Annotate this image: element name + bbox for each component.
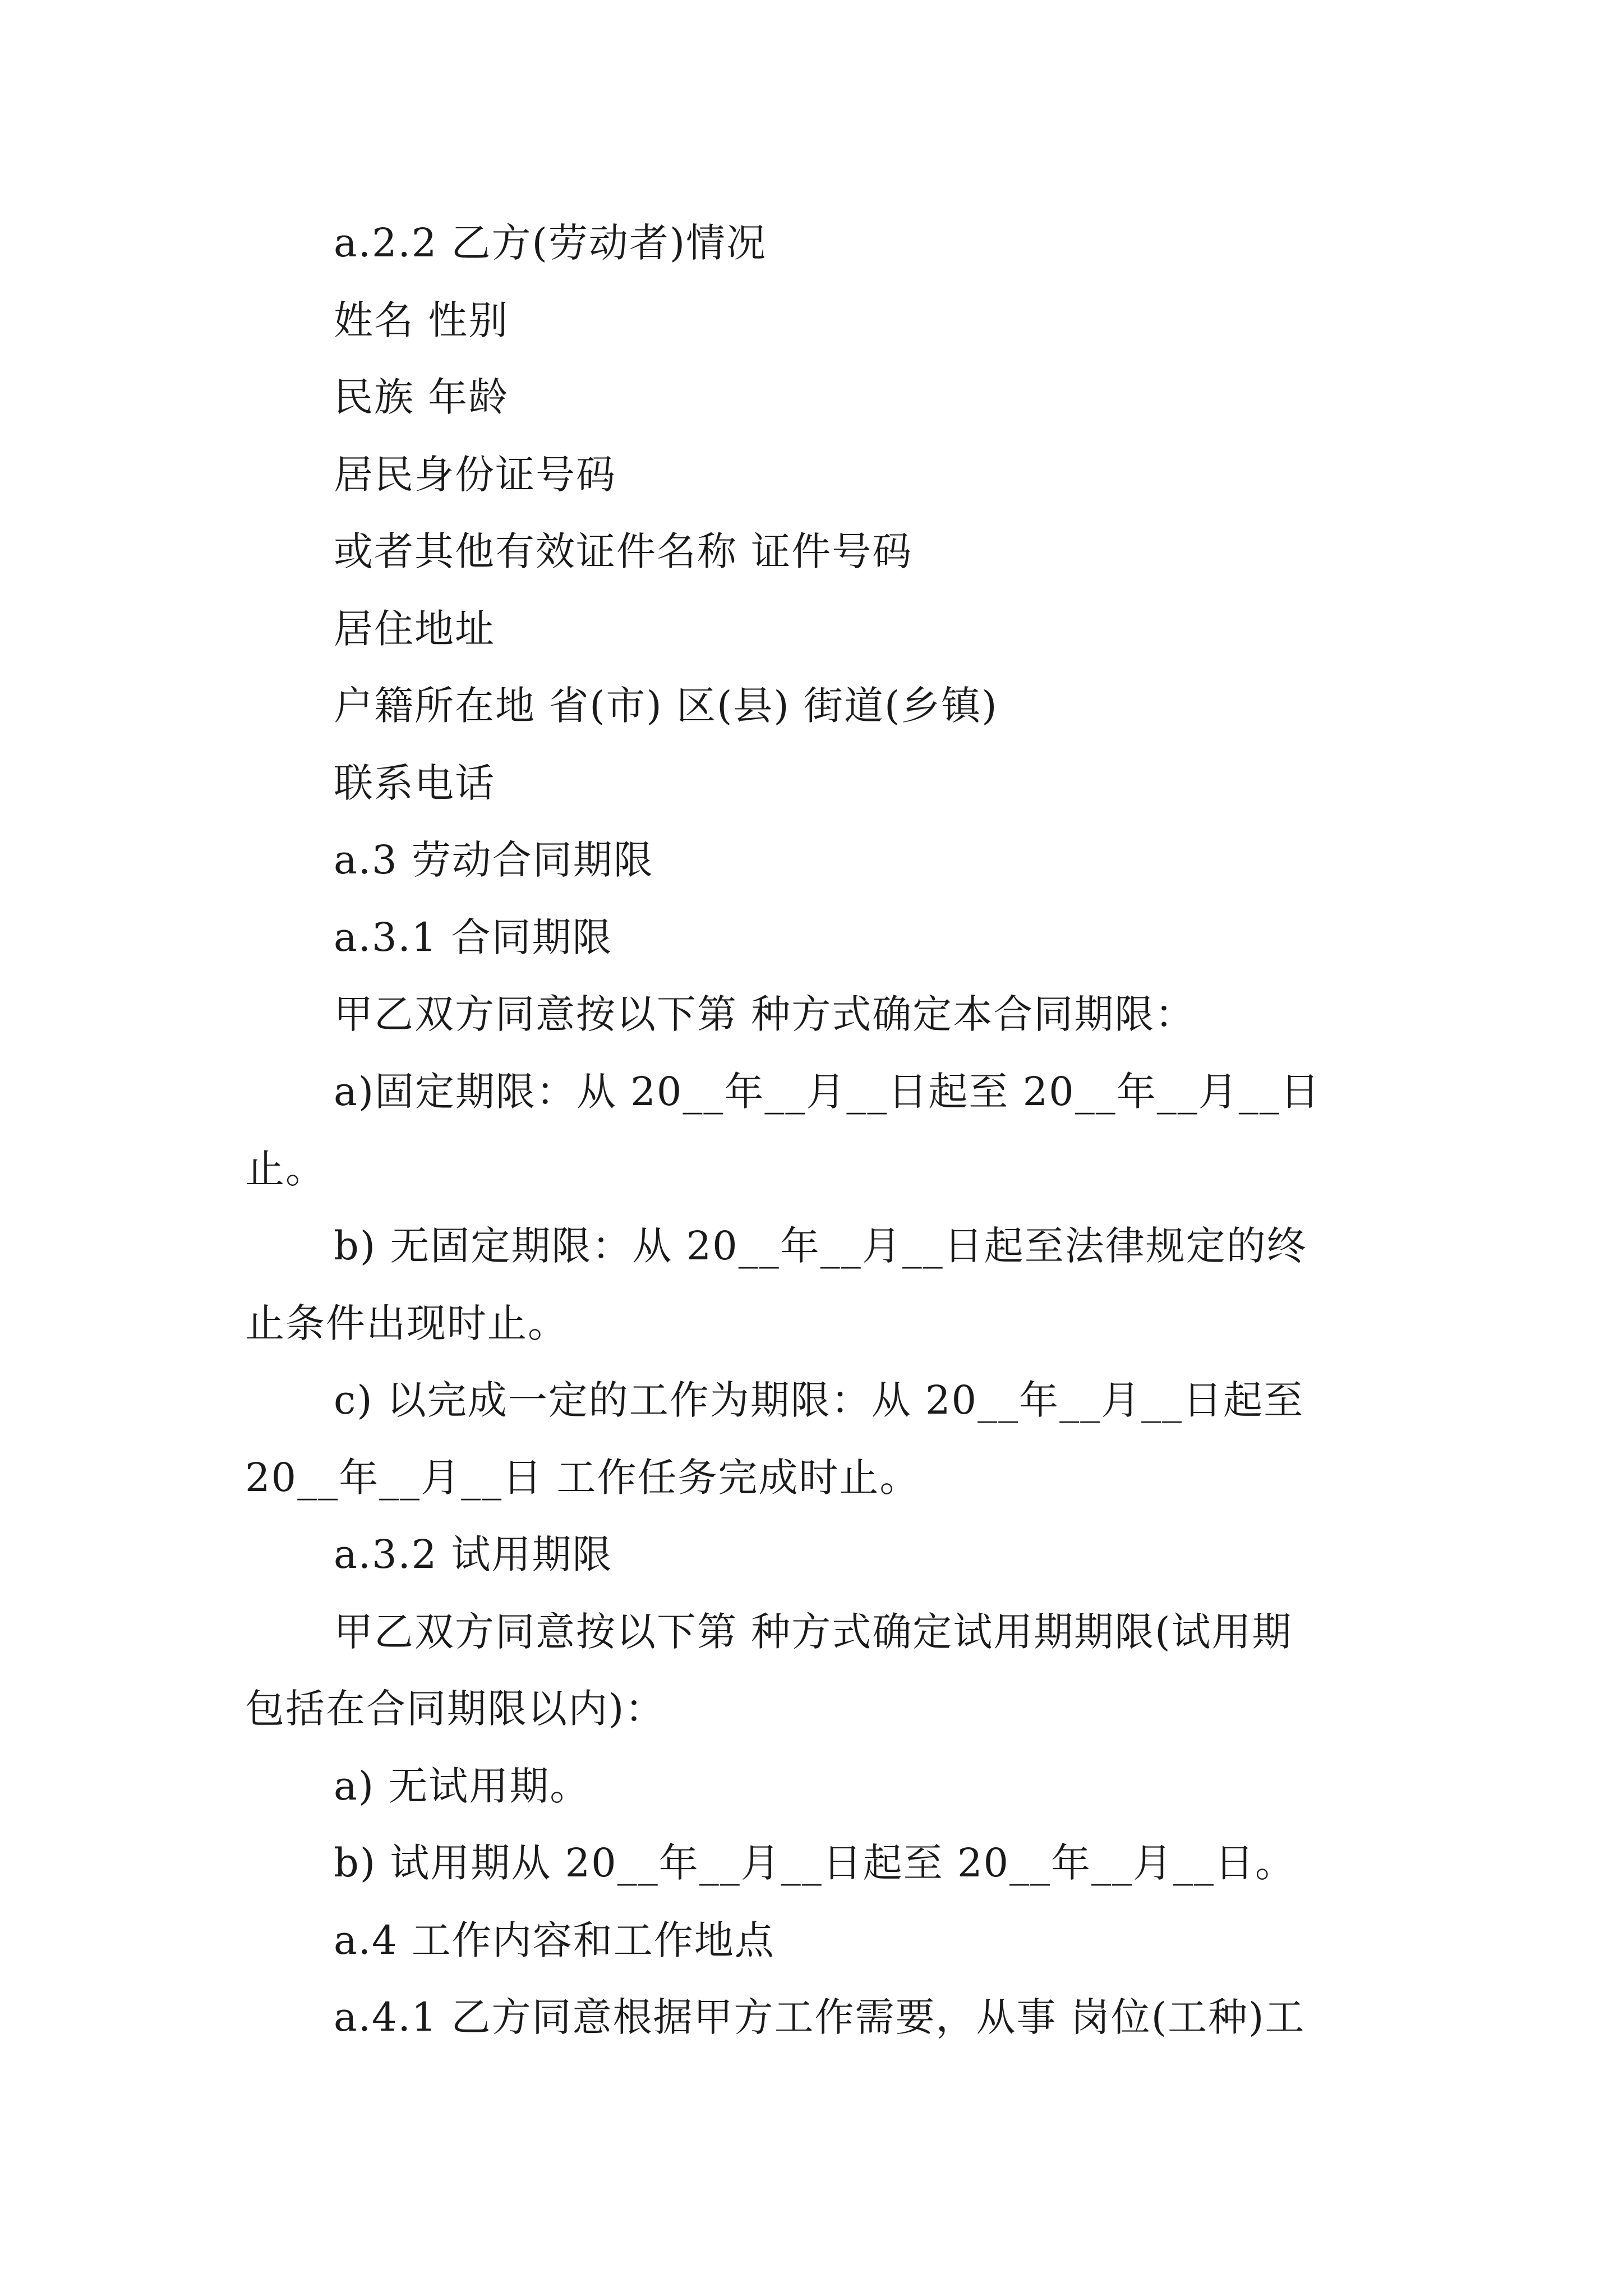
- field-other-id: 或者其他有效证件名称 证件号码: [334, 528, 913, 574]
- section-heading-4: a.4 工作内容和工作地点: [334, 1917, 775, 1963]
- paragraph-open-term-cont: 止条件出现时止。: [245, 1300, 568, 1346]
- section-heading-3-1: a.3.1 合同期限: [334, 914, 613, 960]
- paragraph-task-term: c) 以完成一定的工作为期限：从 20__年__月__日起至: [334, 1377, 1304, 1423]
- paragraph-task-term-cont: 20__年__月__日 工作任务完成时止。: [245, 1455, 920, 1501]
- paragraph-fixed-term: a)固定期限：从 20__年__月__日起至 20__年__月__日: [334, 1069, 1321, 1115]
- field-address: 居住地址: [334, 606, 495, 652]
- paragraph-open-term: b) 无固定期限：从 20__年__月__日起至法律规定的终: [334, 1223, 1307, 1269]
- field-id-number: 居民身份证号码: [334, 452, 616, 498]
- section-heading-3-2: a.3.2 试用期限: [334, 1531, 613, 1577]
- field-name-gender: 姓名 性别: [334, 297, 509, 343]
- paragraph-probation-intro-cont: 包括在合同期限以内)：: [245, 1686, 666, 1732]
- paragraph-term-intro: 甲乙双方同意按以下第 种方式确定本合同期限：: [334, 991, 1196, 1037]
- paragraph-no-probation: a) 无试用期。: [334, 1763, 591, 1809]
- field-household-registration: 户籍所在地 省(市) 区(县) 街道(乡镇): [334, 683, 998, 729]
- field-phone: 联系电话: [334, 760, 495, 806]
- paragraph-job-position: a.4.1 乙方同意根据甲方工作需要，从事 岗位(工种)工: [334, 1994, 1306, 2040]
- field-ethnicity-age: 民族 年龄: [334, 374, 509, 420]
- paragraph-probation-intro: 甲乙双方同意按以下第 种方式确定试用期期限(试用期: [334, 1609, 1293, 1655]
- section-heading-3: a.3 劳动合同期限: [334, 837, 654, 883]
- section-heading-2-2: a.2.2 乙方(劳动者)情况: [334, 220, 767, 266]
- paragraph-probation-period: b) 试用期从 20__年__月__日起至 20__年__月__日。: [334, 1840, 1296, 1886]
- paragraph-fixed-term-cont: 止。: [245, 1146, 326, 1192]
